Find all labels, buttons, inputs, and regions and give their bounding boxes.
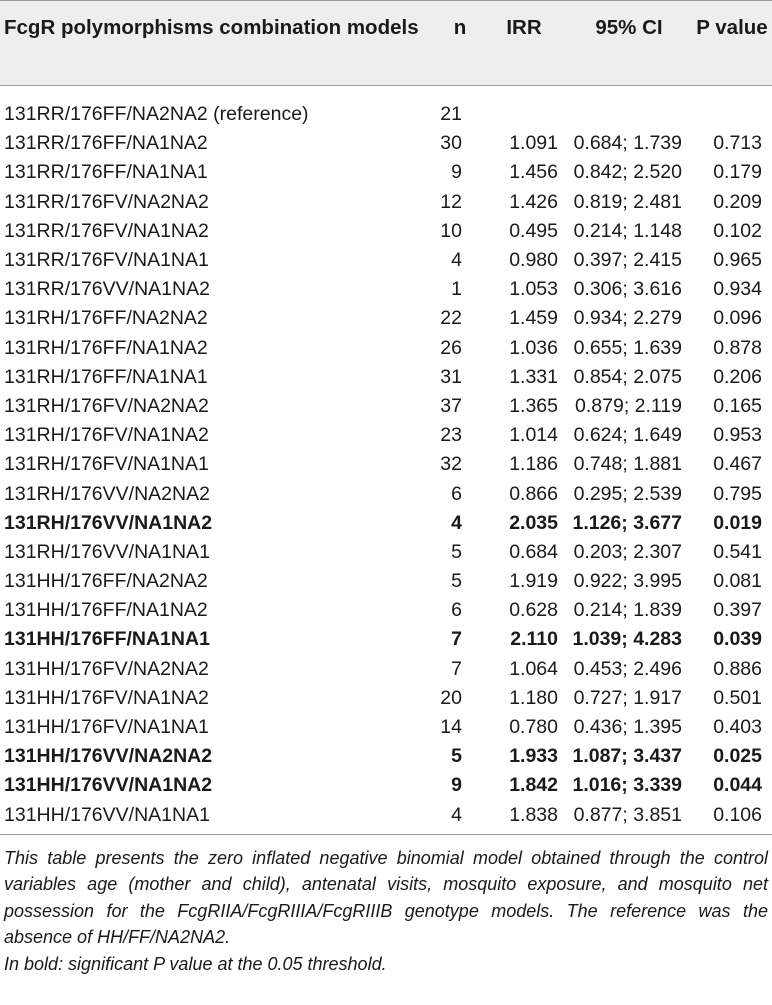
- cell-n: 5: [451, 745, 462, 768]
- header-irr: IRR: [506, 16, 542, 39]
- cell-irr: 1.933: [509, 745, 558, 768]
- cell-model: 131HH/176FF/NA1NA2: [4, 599, 208, 622]
- cell-irr: 0.780: [509, 716, 558, 739]
- cell-model: 131RH/176FV/NA1NA1: [4, 453, 209, 476]
- cell-irr: 1.186: [509, 453, 558, 476]
- cell-p-value: 0.934: [713, 278, 762, 301]
- table-row: [0, 334, 772, 363]
- table-row: [0, 684, 772, 713]
- table-footnote: [0, 835, 772, 978]
- cell-irr: 1.919: [509, 570, 558, 593]
- cell-irr: 1.064: [509, 657, 558, 680]
- cell-irr: 1.838: [509, 803, 558, 826]
- cell-irr: 0.628: [509, 599, 558, 622]
- table-row: [0, 450, 772, 479]
- cell-n: 31: [440, 365, 462, 388]
- cell-p-value: 0.878: [713, 336, 762, 359]
- cell-model: 131RR/176VV/NA1NA2: [4, 278, 210, 301]
- cell-n: 4: [451, 511, 462, 534]
- table-row: [0, 713, 772, 742]
- cell-ci: 0.819; 2.481: [573, 190, 682, 213]
- cell-irr: 1.331: [509, 365, 558, 388]
- cell-p-value: 0.102: [713, 219, 762, 242]
- table-body: [0, 86, 772, 835]
- cell-model: 131RR/176FF/NA2NA2 (reference): [4, 103, 309, 126]
- cell-p-value: 0.953: [713, 424, 762, 447]
- cell-model: 131HH/176FV/NA1NA2: [4, 686, 209, 709]
- cell-irr: 1.842: [509, 774, 558, 797]
- cell-ci: 0.877; 3.851: [573, 803, 682, 826]
- cell-ci: 0.934; 2.279: [573, 307, 682, 330]
- cell-model: 131RH/176VV/NA2NA2: [4, 482, 210, 505]
- cell-ci: 0.214; 1.839: [573, 599, 682, 622]
- cell-n: 12: [440, 190, 462, 213]
- cell-n: 22: [440, 307, 462, 330]
- cell-irr: 1.036: [509, 336, 558, 359]
- cell-n: 20: [440, 686, 462, 709]
- cell-p-value: 0.179: [713, 161, 762, 184]
- cell-model: 131RH/176FF/NA1NA2: [4, 336, 208, 359]
- cell-model: 131RH/176FF/NA1NA1: [4, 365, 208, 388]
- cell-p-value: 0.965: [713, 249, 762, 272]
- cell-n: 4: [451, 803, 462, 826]
- cell-p-value: 0.025: [713, 745, 762, 768]
- cell-irr: 0.980: [509, 249, 558, 272]
- cell-ci: 0.306; 3.616: [573, 278, 682, 301]
- cell-model: 131RR/176FF/NA1NA2: [4, 132, 208, 155]
- cell-n: 9: [451, 774, 462, 797]
- cell-irr: 1.459: [509, 307, 558, 330]
- cell-p-value: 0.467: [713, 453, 762, 476]
- cell-n: 37: [440, 394, 462, 417]
- cell-model: 131RR/176FV/NA2NA2: [4, 190, 209, 213]
- cell-irr: 0.684: [509, 540, 558, 563]
- cell-irr: 1.091: [509, 132, 558, 155]
- cell-ci: 0.436; 1.395: [573, 716, 682, 739]
- table-row: [0, 100, 772, 129]
- cell-irr: 0.495: [509, 219, 558, 242]
- table-header: [0, 0, 772, 86]
- cell-p-value: 0.206: [713, 365, 762, 388]
- cell-ci: 1.087; 3.437: [572, 745, 682, 768]
- cell-model: 131HH/176VV/NA1NA2: [4, 774, 213, 797]
- cell-n: 9: [451, 161, 462, 184]
- cell-n: 32: [440, 453, 462, 476]
- cell-n: 5: [451, 570, 462, 593]
- cell-ci: 1.016; 3.339: [572, 774, 682, 797]
- cell-p-value: 0.081: [713, 570, 762, 593]
- cell-n: 26: [440, 336, 462, 359]
- cell-model: 131RH/176FF/NA2NA2: [4, 307, 208, 330]
- cell-irr: 2.110: [510, 628, 558, 651]
- cell-n: 6: [451, 599, 462, 622]
- cell-ci: 0.684; 1.739: [573, 132, 682, 155]
- table-row: [0, 742, 772, 771]
- cell-n: 21: [440, 103, 462, 126]
- table-row: [0, 129, 772, 158]
- cell-p-value: 0.039: [713, 628, 762, 651]
- cell-ci: 0.854; 2.075: [573, 365, 682, 388]
- header-ci: 95% CI: [595, 16, 663, 39]
- cell-ci: 0.214; 1.148: [573, 219, 682, 242]
- cell-n: 4: [451, 249, 462, 272]
- cell-p-value: 0.501: [713, 686, 762, 709]
- cell-ci: 0.879; 2.119: [575, 394, 682, 417]
- cell-n: 10: [440, 219, 462, 242]
- header-n: n: [453, 16, 467, 39]
- cell-ci: 0.748; 1.881: [573, 453, 682, 476]
- table-row: [0, 392, 772, 421]
- table-row: [0, 304, 772, 333]
- table-row: [0, 596, 772, 625]
- cell-p-value: 0.795: [713, 482, 762, 505]
- cell-n: 7: [451, 628, 462, 651]
- table-row: [0, 479, 772, 508]
- cell-ci: 0.624; 1.649: [573, 424, 682, 447]
- cell-ci: 0.655; 1.639: [573, 336, 682, 359]
- cell-model: 131HH/176VV/NA2NA2: [4, 745, 213, 768]
- cell-n: 7: [451, 657, 462, 680]
- cell-n: 5: [451, 540, 462, 563]
- cell-model: 131RH/176FV/NA2NA2: [4, 394, 209, 417]
- cell-model: 131HH/176VV/NA1NA1: [4, 803, 210, 826]
- table-row: [0, 801, 772, 830]
- cell-irr: 1.456: [509, 161, 558, 184]
- cell-irr: 1.053: [509, 278, 558, 301]
- header-p-value: P value: [696, 16, 768, 39]
- cell-p-value: 0.713: [713, 132, 762, 155]
- table-row: [0, 567, 772, 596]
- table-row: [0, 275, 772, 304]
- cell-p-value: 0.541: [713, 540, 762, 563]
- table-row: [0, 246, 772, 275]
- table-row: [0, 158, 772, 187]
- cell-p-value: 0.165: [713, 394, 762, 417]
- header-model: FcgR polymorphisms combination models: [4, 16, 419, 39]
- table-row: [0, 421, 772, 450]
- footnote-description: This table presents the zero inflated negative binomial model obtained through the control variables age (mother and child), antenatal visits, mosquito exposure, and mosquito net possession for the FcgRIIA/FcgRIIIA/FcgRIIIB genotype models. The reference was the absence of HH/FF/NA2NA2.: [4, 847, 768, 948]
- table-row: [0, 217, 772, 246]
- cell-irr: 1.365: [509, 394, 558, 417]
- table-row: [0, 363, 772, 392]
- cell-ci: 0.842; 2.520: [573, 161, 682, 184]
- cell-ci: 0.922; 3.995: [573, 570, 682, 593]
- table-row: [0, 509, 772, 538]
- footnote-bold-note: In bold: significant P value at the 0.05 threshold.: [4, 953, 387, 974]
- cell-model: 131HH/176FF/NA2NA2: [4, 570, 208, 593]
- cell-n: 30: [440, 132, 462, 155]
- cell-p-value: 0.397: [713, 599, 762, 622]
- cell-p-value: 0.044: [713, 774, 762, 797]
- cell-p-value: 0.886: [713, 657, 762, 680]
- cell-irr: 0.866: [509, 482, 558, 505]
- cell-ci: 0.453; 2.496: [573, 657, 682, 680]
- table-row: [0, 188, 772, 217]
- cell-model: 131RH/176VV/NA1NA1: [4, 540, 210, 563]
- cell-ci: 1.126; 3.677: [572, 511, 682, 534]
- table-row: [0, 655, 772, 684]
- cell-ci: 0.295; 2.539: [573, 482, 682, 505]
- cell-irr: 1.014: [509, 424, 558, 447]
- cell-ci: 0.397; 2.415: [573, 249, 682, 272]
- table-row: [0, 625, 772, 654]
- cell-p-value: 0.209: [713, 190, 762, 213]
- cell-model: 131HH/176FV/NA1NA1: [4, 716, 209, 739]
- cell-model: 131RR/176FV/NA1NA2: [4, 219, 209, 242]
- cell-p-value: 0.403: [713, 716, 762, 739]
- cell-model: 131HH/176FV/NA2NA2: [4, 657, 209, 680]
- cell-p-value: 0.106: [713, 803, 762, 826]
- cell-model: 131RR/176FF/NA1NA1: [4, 161, 208, 184]
- cell-n: 1: [451, 278, 462, 301]
- cell-irr: 1.426: [509, 190, 558, 213]
- cell-model: 131RH/176VV/NA1NA2: [4, 511, 213, 534]
- cell-p-value: 0.096: [713, 307, 762, 330]
- cell-ci: 0.727; 1.917: [573, 686, 682, 709]
- cell-irr: 1.180: [509, 686, 558, 709]
- cell-ci: 0.203; 2.307: [573, 540, 682, 563]
- cell-model: 131RR/176FV/NA1NA1: [4, 249, 209, 272]
- table-row: [0, 771, 772, 800]
- table-row: [0, 538, 772, 567]
- cell-model: 131HH/176FF/NA1NA1: [4, 628, 210, 651]
- cell-n: 14: [440, 716, 462, 739]
- cell-irr: 2.035: [509, 511, 558, 534]
- cell-model: 131RH/176FV/NA1NA2: [4, 424, 209, 447]
- cell-n: 23: [440, 424, 462, 447]
- cell-p-value: 0.019: [713, 511, 762, 534]
- cell-ci: 1.039; 4.283: [572, 628, 682, 651]
- cell-n: 6: [451, 482, 462, 505]
